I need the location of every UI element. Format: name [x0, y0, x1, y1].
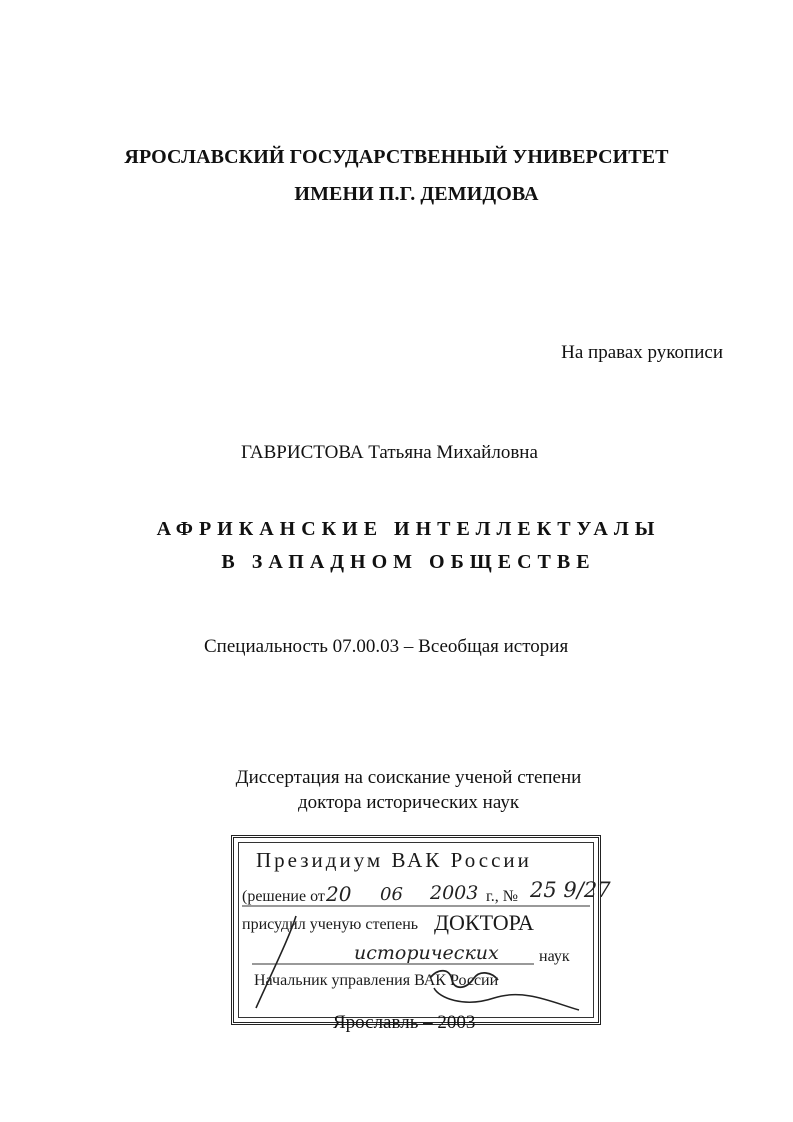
stamp-heading: Президиум ВАК России [256, 848, 532, 872]
stamp-date-month: 06 [380, 884, 403, 905]
dissertation-title-line2: В ЗАПАДНОМ ОБЩЕСТВЕ [221, 551, 596, 573]
stamp-awarded-text: присудил ученую степень [242, 916, 419, 933]
university-name-line1: ЯРОСЛАВСКИЙ ГОСУДАРСТВЕННЫЙ УНИВЕРСИТЕТ [124, 146, 669, 168]
stamp-number-value: 25 9/27 [530, 878, 611, 902]
manuscript-note: На правах рукописи [561, 342, 723, 363]
handwritten-signature [234, 838, 598, 1022]
stamp-date-year: 2003 [430, 882, 479, 904]
dissertation-degree-line1: Диссертация на соискание ученой степени [235, 767, 582, 788]
stamp-science-field: исторических [354, 942, 499, 964]
vak-stamp [231, 835, 611, 1025]
university-name-line2: ИМЕНИ П.Г. ДЕМИДОВА [294, 183, 539, 205]
stamp-number-label: г., № [486, 888, 519, 905]
stamp-sciences-label: наук [539, 948, 570, 965]
signature-stroke [256, 916, 296, 1008]
author-name: ГАВРИСТОВА Татьяна Михайловна [241, 442, 538, 463]
stamp-date-day: 20 [326, 882, 352, 906]
stamp-decision-prefix: (решение от [242, 888, 325, 905]
dissertation-degree-line2: доктора исторических наук [297, 792, 520, 813]
dissertation-title-line1: АФРИКАНСКИЕ ИНТЕЛЛЕКТУАЛЫ [156, 518, 661, 540]
stamp-head-title: Начальник управления ВАК России [254, 972, 499, 989]
signature-stroke [434, 988, 579, 1010]
footer-city-year: Ярославль – 2003 [333, 1012, 476, 1033]
stamp-degree: ДОКТОРА [434, 910, 534, 935]
signature-stroke [430, 971, 498, 988]
specialty: Специальность 07.00.03 – Всеобщая история [204, 636, 569, 657]
